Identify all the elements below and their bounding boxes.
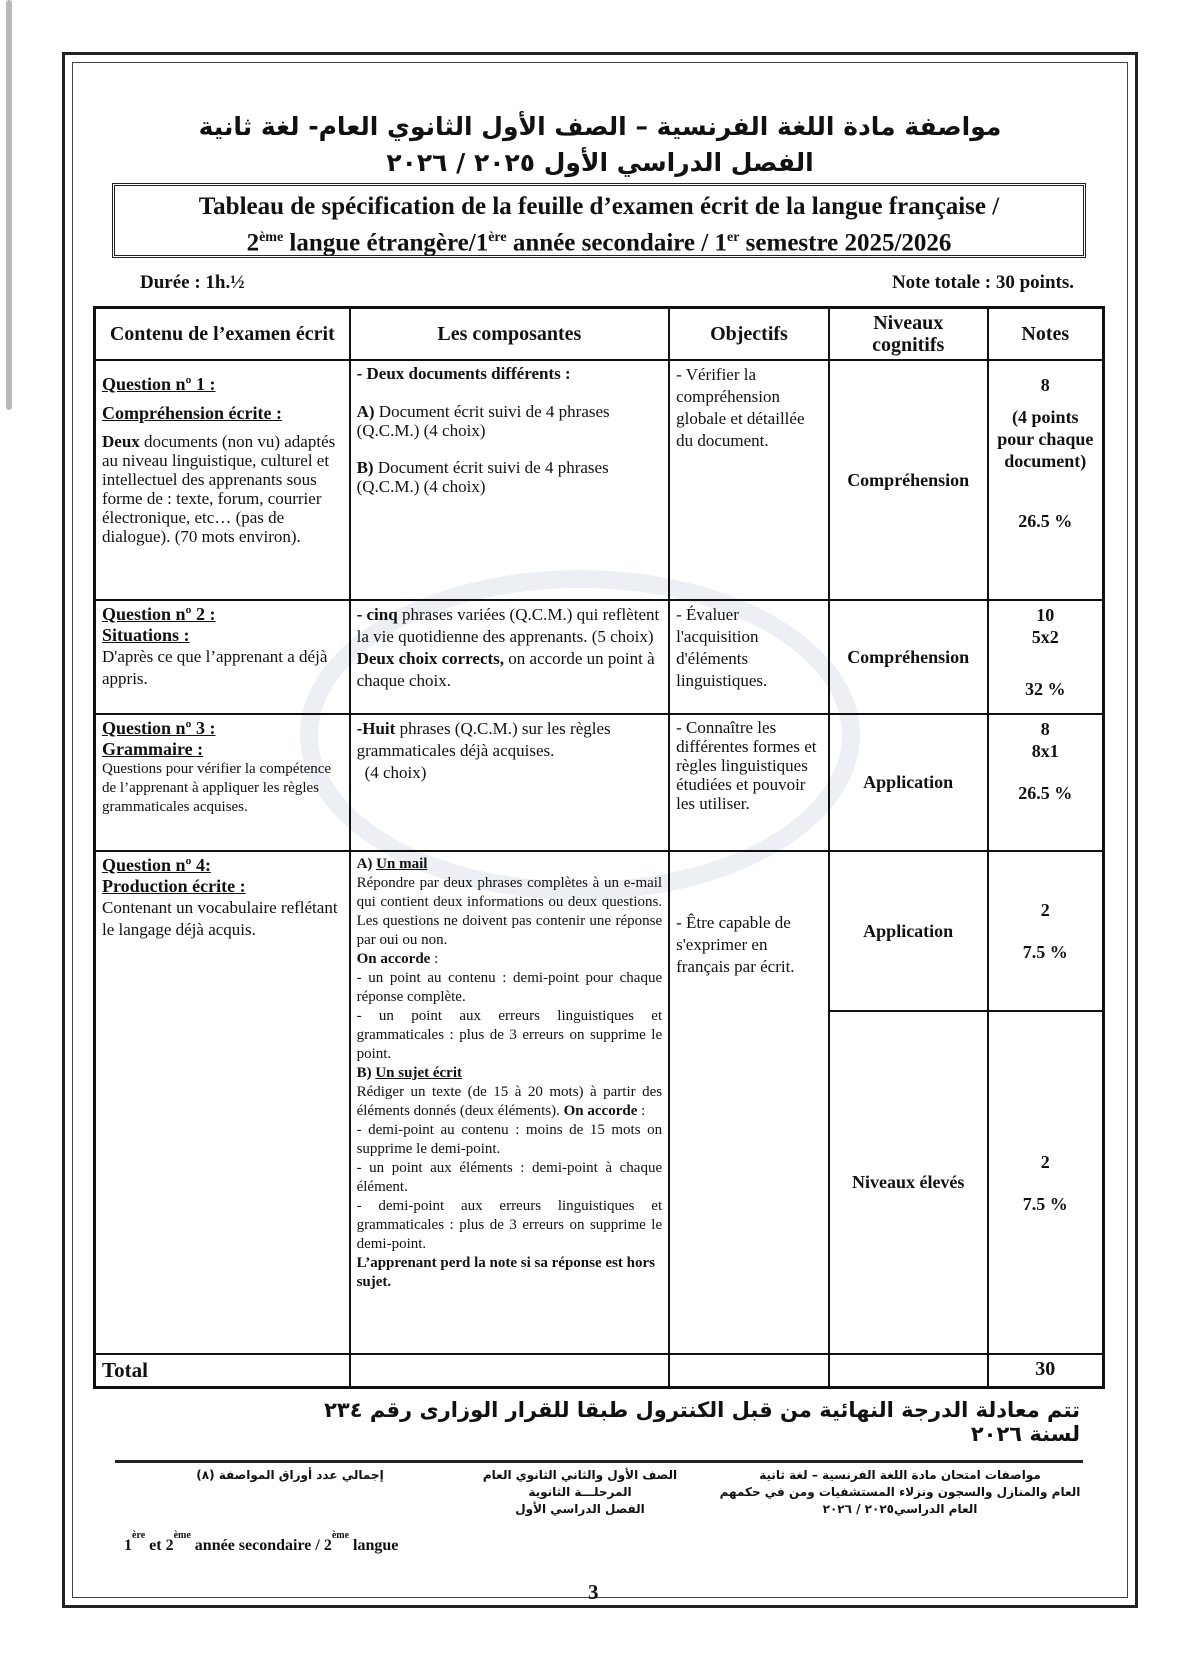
q4b-note-value: 2: [1040, 1151, 1050, 1172]
q3-contenu: [95, 714, 350, 851]
q2-composantes: - cinq phrases variées (Q.C.M.) qui reflètent la vie quotidienne des apprenants. (5 choix) Deux choix corrects, on accorde un point à chaque choix.: [350, 600, 670, 714]
q4-notes-b: [988, 1011, 1104, 1354]
q1-composantes: [350, 360, 670, 600]
footer-mid-line1: الصف الأول والثاني الثانوي العام: [482, 1468, 678, 1482]
q4-composantes: A) Un mail Répondre par deux phrases complètes à un e-mail qui contient deux informations ou deux questions. Les questions ne doivent pas contenir une réponse par oui ou non. On accorde : - un point au contenu : demi-point pour chaque réponse complète. - un point aux erreurs linguistiques et grammaticales : plus de 3 erreurs on supprime le point. B) Un sujet écrit Rédiger un texte (de 15 à 20 mots) à partir des éléments donnés (deux éléments). On accorde : - demi-point au contenu : moins de 15 mots on supprime le demi-point. - un point aux éléments : demi-point à chaque élément. - demi-point aux erreurs linguistiques et grammaticales : plus de 3 erreurs on supprime le demi-point. L’apprenant perd la note si sa réponse est hors sujet.: [350, 851, 670, 1354]
q1-niveau: Compréhension: [829, 360, 988, 600]
footer-right-line2: العام والمنازل والسجون ونزلاء المستشفيات ومن في حكمهم: [719, 1485, 1081, 1499]
q1-note-detail: (4 points pour chaque document): [997, 407, 1094, 471]
q2-text: D'après ce que l’apprenant a déjà appris.: [102, 647, 328, 688]
table-row: [95, 851, 1104, 1011]
footer-right-line3: العام الدراسي٢٠٢٥ / ٢٠٢٦: [822, 1502, 978, 1516]
table-row: [95, 360, 1104, 600]
q2-notes: [988, 600, 1104, 714]
q1-comp-a: A) Document écrit suivi de 4 phrases (Q.C.M.) (4 choix): [356, 402, 610, 440]
total-empty-2: [669, 1354, 829, 1388]
page-number: 3: [588, 1580, 599, 1604]
q4a-note-percent: 7.5 %: [1022, 942, 1068, 962]
total-empty-1: [350, 1354, 670, 1388]
q2-contenu: [95, 600, 350, 714]
footer-divider: [115, 1460, 1083, 1463]
header-objectifs: Objectifs: [669, 308, 829, 361]
header-composantes: Les composantes: [350, 308, 670, 361]
footer-mid-line3: الفصل الدراسي الأول: [515, 1502, 645, 1516]
header-niveaux: Niveaux cognitifs: [829, 308, 988, 361]
q4-notes-a: [988, 851, 1104, 1011]
q4-niveau-a: Application: [829, 851, 988, 1011]
q3-subtitle: Grammaire :: [102, 739, 204, 759]
q3-comp-choix: (4 choix): [364, 763, 427, 782]
q2-objectif: - Évaluer l'acquisition d'éléments linguistiques.: [669, 600, 829, 714]
q4-niveau-b: Niveaux élevés: [829, 1011, 988, 1354]
q2-subtitle: Situations :: [102, 625, 190, 645]
q1-note-percent: 26.5 %: [1018, 511, 1073, 531]
q3-note-percent: 26.5 %: [1018, 783, 1073, 803]
footer-french-label: 1ère et 2ème année secondaire / 2ème langue: [124, 1530, 399, 1554]
header-notes: Notes: [988, 308, 1104, 361]
q4-text: Contenant un vocabulaire reflétant le langage déjà acquis.: [102, 898, 338, 939]
q1-subtitle: Compréhension écrite :: [102, 403, 282, 423]
q2-niveau: Compréhension: [829, 600, 988, 714]
table-row: [95, 714, 1104, 851]
q1-contenu: [95, 360, 350, 600]
french-title-line2: 2ème langue étrangère/1ère année secondaire / 1er semestre 2025/2026: [246, 229, 952, 257]
q3-title: Question nº 3 :: [102, 718, 216, 738]
q1-objectif: - Vérifier la compréhension globale et détaillée du document.: [669, 360, 829, 600]
french-title-box: [112, 183, 1086, 258]
q1-comp-head: - Deux documents différents :: [356, 364, 571, 383]
q3-note-value: 8: [1040, 719, 1050, 739]
q3-text: Questions pour vérifier la compétence de l’apprenant à appliquer les règles grammaticales acquises.: [102, 761, 332, 815]
q4-title: Question nº 4:: [102, 855, 211, 875]
total-empty-3: [829, 1354, 988, 1388]
q4-objectif: - Être capable de s'exprimer en français par écrit.: [669, 851, 829, 1354]
q3-niveau: Application: [829, 714, 988, 851]
q3-composantes: -Huit phrases (Q.C.M.) sur les règles grammaticales déjà acquises. (4 choix): [350, 714, 670, 851]
footer-right-line1: مواصفات امتحان مادة اللغة الفرنسية – لغة ثانية: [759, 1468, 1041, 1482]
q1-note-value: 8: [1040, 375, 1050, 395]
french-title-line1: Tableau de spécification de la feuille d’examen écrit de la langue française /: [198, 193, 1000, 220]
footer-right-column: [715, 1467, 1085, 1518]
arabic-footer-note: تتم معادلة الدرجة النهائية من قبل الكنترول طبقا للقرار الوزارى رقم ٢٣٤ لسنة ٢٠٢٦: [324, 1398, 1080, 1446]
footer-left-column: إجمالي عدد أوراق المواصفة (٨): [196, 1468, 384, 1482]
q3-note-detail: 8x1: [1031, 741, 1059, 761]
q2-title: Question nº 2 :: [102, 604, 216, 624]
duration: Durée : 1h.½: [140, 272, 245, 293]
q1-comp-b: B) Document écrit suivi de 4 phrases (Q.C.M.) (4 choix): [356, 458, 609, 496]
q4-subtitle: Production écrite :: [102, 876, 246, 896]
specification-table: [93, 306, 1105, 1389]
q4-contenu: [95, 851, 350, 1354]
q2-note-percent: 32 %: [1025, 679, 1066, 699]
total-score: Note totale : 30 points.: [891, 272, 1074, 293]
table-header-row: [95, 308, 1104, 361]
q4b-note-percent: 7.5 %: [1022, 1193, 1068, 1214]
q1-notes: [988, 360, 1104, 600]
table-row-total: [95, 1354, 1104, 1388]
q1-text: Deux documents (non vu) adaptés au niveau linguistique, culturel et intellectuel des apprenants sous forme de : texte, forum, courrier électronique, etc… (pas de dialogue). (70 mots environ).: [102, 432, 336, 546]
arabic-title-line2: الفصل الدراسي الأول ٢٠٢٥ / ٢٠٢٦: [386, 148, 814, 177]
footer-mid-column: [455, 1467, 705, 1518]
arabic-title-line1: مواصفة مادة اللغة الفرنسية – الصف الأول الثانوي العام- لغة ثانية: [198, 112, 1002, 141]
footer-mid-line2: المرحلـــة الثانوية: [528, 1485, 632, 1499]
total-value: 30: [988, 1354, 1104, 1388]
total-label: Total: [95, 1354, 350, 1388]
q3-notes: [988, 714, 1104, 851]
header-contenu: Contenu de l’examen écrit: [95, 308, 350, 361]
q2-note-detail: 5x2: [1031, 627, 1059, 647]
q3-objectif: - Connaître les différentes formes et règles linguistiques étudiées et pouvoir les utiliser.: [669, 714, 829, 851]
table-row: [95, 600, 1104, 714]
q1-title: Question nº 1 :: [102, 374, 216, 394]
q2-note-value: 10: [1036, 605, 1055, 625]
scrollbar[interactable]: [6, 0, 12, 410]
q4a-note-value: 2: [1040, 900, 1050, 920]
